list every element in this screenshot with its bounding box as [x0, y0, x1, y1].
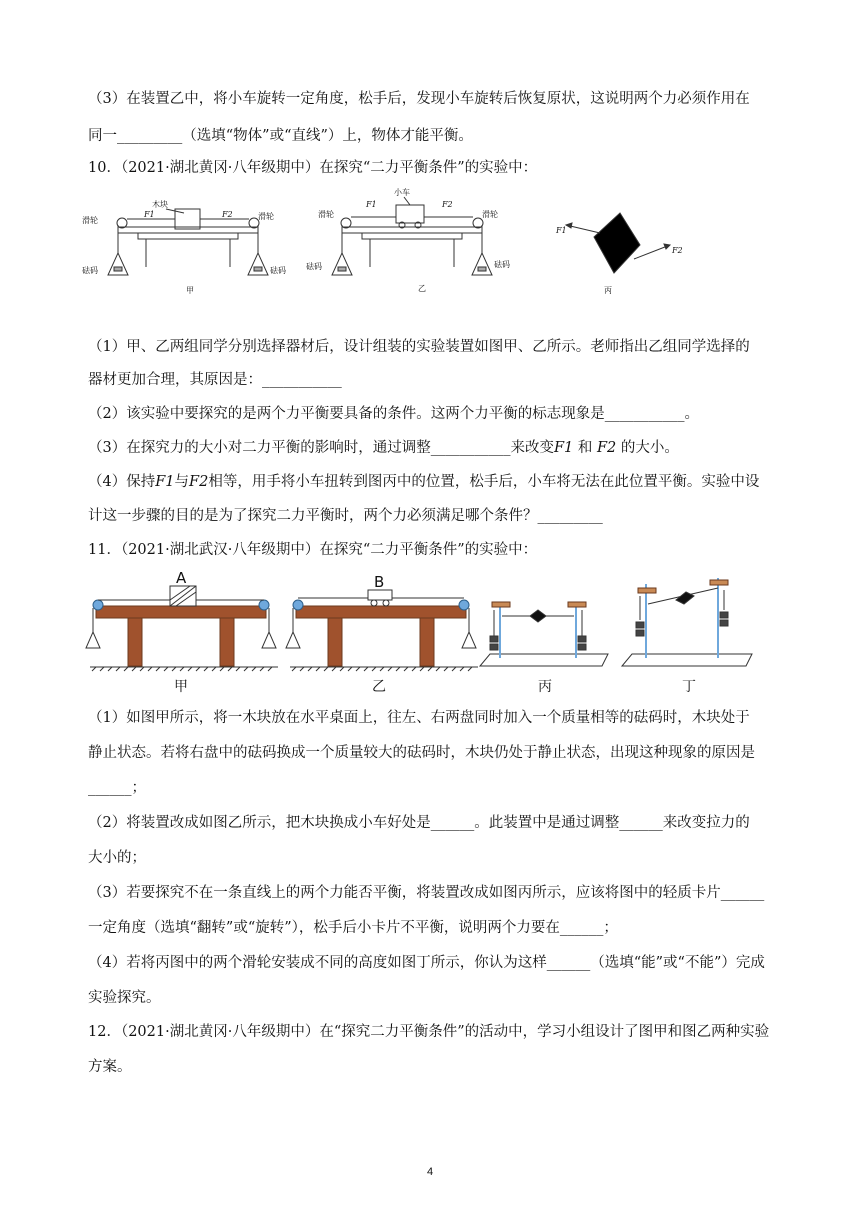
q10-title: 10．（2021·湖北黄冈·八年级期中）在探究“二力平衡条件”的实验中：: [88, 160, 538, 176]
q11-part3-line1: （3）若要探究不在一条直线上的两个力能否平衡，将装置改成如图丙所示，应该将图中的轻质卡片______: [88, 885, 765, 901]
q10-card-bing: [566, 213, 670, 273]
q10-part3: （3）在探究力的大小对二力平衡的影响时，通过调整___________来改变F1 和 F2 的大小。: [88, 440, 679, 456]
q11-stand-ding: [622, 578, 752, 666]
q10-jia-caption: 甲: [186, 286, 194, 295]
q10-yi-pulley-right-label: 滑轮: [482, 210, 498, 219]
q10-yi-weight-right-label: 砝码: [494, 260, 510, 269]
q9-part3-line1: （3）在装置乙中，将小车旋转一定角度，松手后，发现小车旋转后恢复原状，这说明两个力必须作用在: [88, 91, 750, 107]
q11-part1-line1: （1）如图甲所示，将一木块放在水平桌面上，往左、右两盘同时加入一个质量相等的砝码时，木块处于: [88, 710, 750, 726]
q10-jia-pulley-left-label: 滑轮: [82, 216, 98, 225]
q11-title: 11．（2021·湖北武汉·八年级期中）在探究“二力平衡条件”的实验中：: [88, 542, 538, 558]
q10-jia-f2-label: F2: [222, 210, 233, 219]
q12-line1: 12．（2021·湖北黄冈·八年级期中）在“探究二力平衡条件”的活动中，学习小组设计了图甲和图乙两种实验: [88, 1024, 770, 1040]
q11-caption-jia: 甲: [174, 679, 188, 695]
f2-symbol: F2: [597, 440, 617, 456]
q10-yi-caption: 乙: [418, 284, 426, 293]
q11-caption-ding: 丁: [682, 679, 696, 695]
q10-yi-f2-label: F2: [442, 200, 453, 209]
q10-jia-weight-left-label: 砝码: [82, 266, 98, 275]
q11-part2-line1: （2）将装置改成如图乙所示，把木块换成小车好处是______。此装置中是通过调整______来改变拉力的: [88, 815, 750, 831]
q10-part1-line1: （1）甲、乙两组同学分别选择器材后，设计组装的实验装置如图甲、乙所示。老师指出乙组同学选择的: [88, 339, 750, 355]
q9-part3-line2: 同一_________（选填“物体”或“直线”）上，物体才能平衡。: [88, 128, 473, 144]
q10-part4-line2: 计这一步骤的目的是为了探究二力平衡时，两个力必须满足哪个条件？_________: [88, 508, 603, 524]
q11-cart-b-label: B: [374, 573, 385, 591]
q10-jia-block-label: 木块: [152, 200, 168, 209]
q11-figure: [82, 570, 762, 698]
q10-part1-line2: 器材更加合理，其原因是：___________: [88, 372, 342, 388]
q11-block-a-label: A: [176, 570, 187, 587]
q10-jia-pulley-right-label: 滑轮: [258, 212, 274, 221]
q11-table-jia: [86, 586, 278, 671]
q11-caption-bing: 丙: [538, 679, 552, 695]
q10-bing-caption: 丙: [604, 286, 612, 295]
q10-yi-cart-label: 小车: [394, 188, 410, 197]
q10-yi-weight-left-label: 砝码: [306, 262, 322, 271]
q11-part1-line3: ______；: [88, 780, 146, 796]
f1-symbol: F1: [553, 440, 574, 456]
q10-bing-f1-label: F1: [556, 226, 567, 235]
f1-symbol: F1: [155, 474, 175, 490]
q11-part3-line2: 一定角度（选填“翻转”或“旋转”），松手后小卡片不平衡，说明两个力要在______；: [88, 920, 618, 936]
q11-part2-line2: 大小的；: [88, 850, 146, 866]
q10-part4-line1: （4）保持F1与F2相等，用手将小车扭转到图丙中的位置，松手后，小车将无法在此位置平衡。实验中设: [88, 474, 760, 490]
q10-yi-f1-label: F1: [366, 200, 377, 209]
q10-jia-weight-right-label: 砝码: [270, 266, 286, 275]
q11-part4-line2: 实验探究。: [88, 990, 161, 1006]
f2-symbol: F2: [189, 474, 209, 490]
q10-bing-f2-label: F2: [672, 246, 683, 255]
q12-line2: 方案。: [88, 1059, 132, 1075]
q11-caption-yi: 乙: [372, 679, 386, 695]
q10-yi-pulley-left-label: 滑轮: [318, 210, 334, 219]
q11-stand-bing: [480, 602, 608, 666]
page-number: 4: [426, 1166, 434, 1178]
q10-apparatus-jia: [108, 209, 268, 275]
q10-jia-f1-label: F1: [144, 210, 155, 219]
q10-part2: （2）该实验中要探究的是两个力平衡要具备的条件。这两个力平衡的标志现象是___________。: [88, 406, 699, 422]
q11-table-yi: [286, 590, 478, 671]
q11-part4-line1: （4）若将丙图中的两个滑轮安装成不同的高度如图丁所示，你认为这样______（选填“能”或“不能”）完成: [88, 955, 765, 971]
q11-part1-line2: 静止状态。若将右盘中的砝码换成一个质量较大的砝码时，木块仍处于静止状态，出现这种现象的原因是: [88, 745, 755, 761]
q10-apparatus-yi: [332, 197, 492, 275]
q10-figure: [80, 185, 700, 305]
